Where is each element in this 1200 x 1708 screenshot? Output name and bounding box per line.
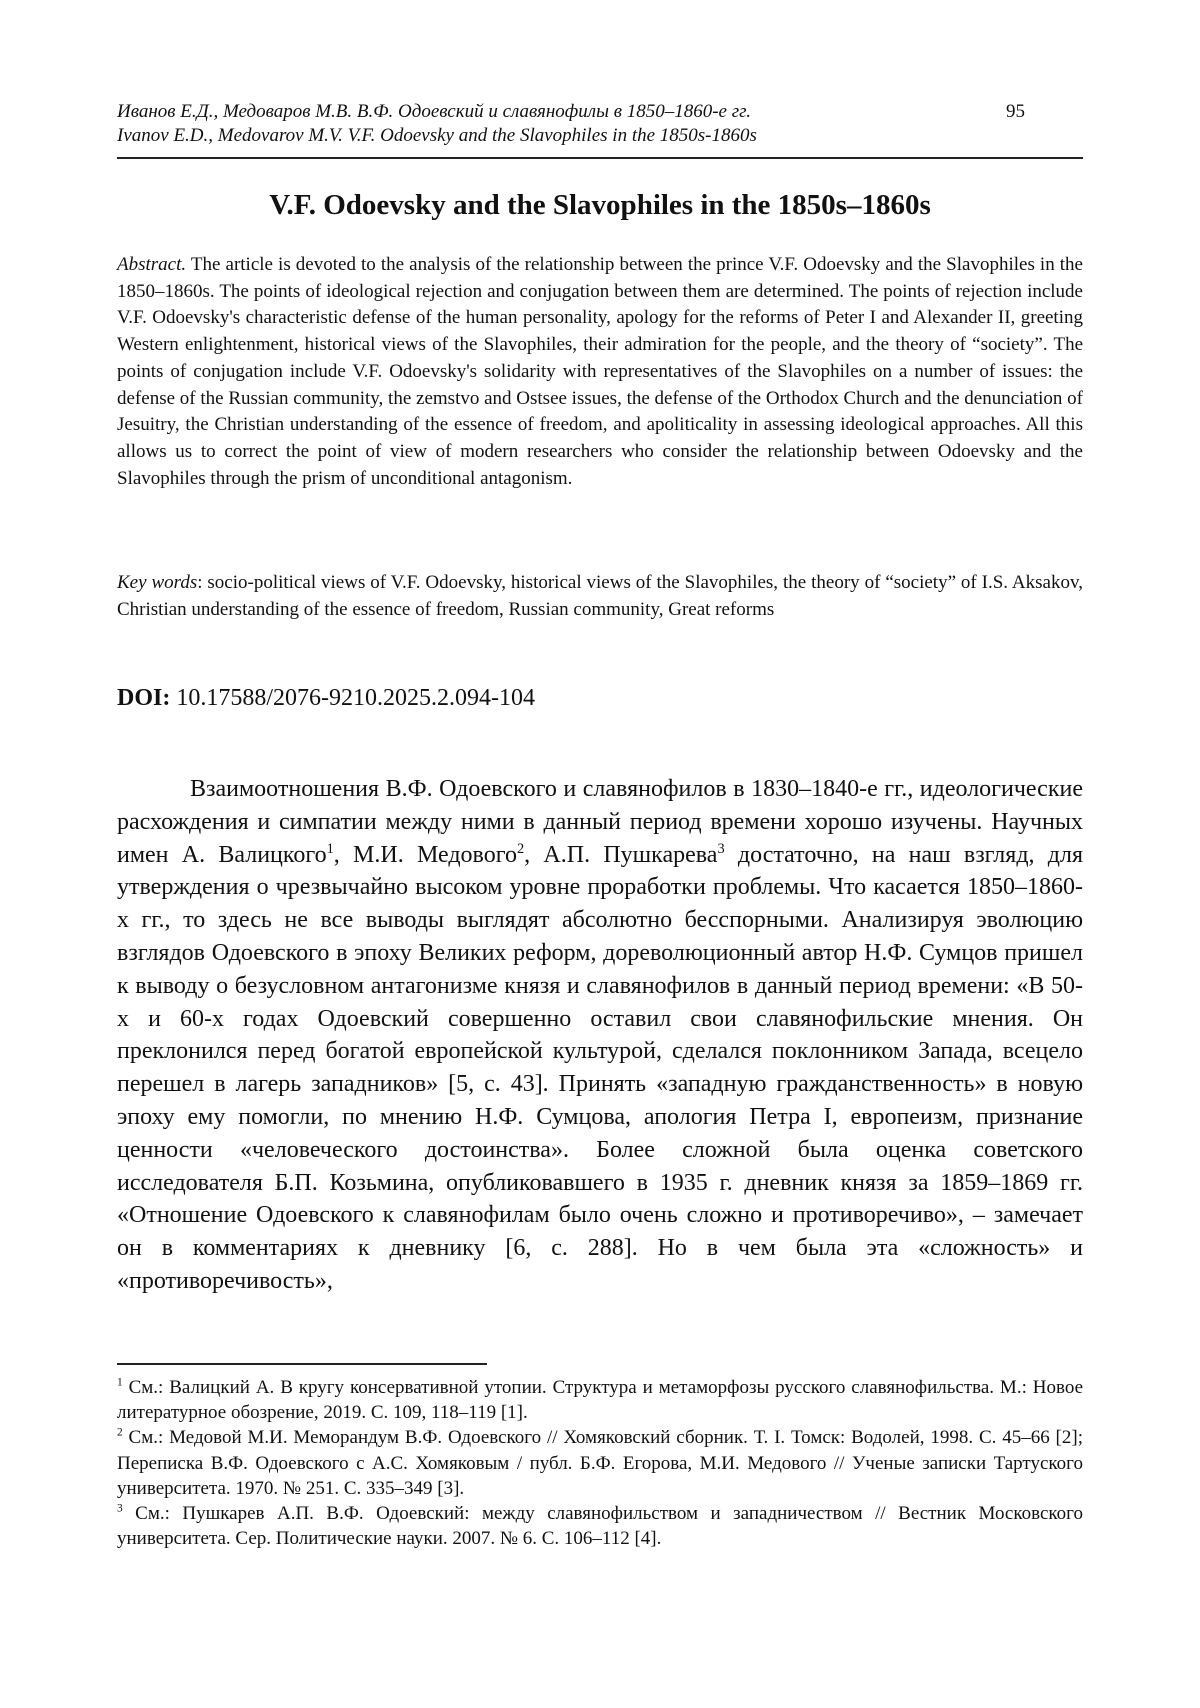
footnote-3 bbox=[117, 1501, 1083, 1551]
footnote-number: 3 bbox=[117, 1502, 123, 1515]
keywords bbox=[117, 570, 1083, 623]
body-text-part-3: , А.П. Пушкарева bbox=[524, 841, 718, 868]
abstract-text: The article is devoted to the analysis of the relationship between the prince V.F. Odoevsky and the Slavophiles in the 1850–1860s. The points of ideological rejection and conjugation between them are determined. The points of rejection include V.F. Odoevsky's characteristic defense of the human personality, apology for the reforms of Peter I and Alexander II, greeting Western enlightenment, historical views of the Slavophiles, their admiration for the people, and the theory of “society”. The points of conjugation include V.F. Odoevsky's solidarity with representatives of the Slavophiles on a number of issues: the defense of the Russian community, the zemstvo and Ostsee issues, the defense of the Orthodox Church and the denunciation of Jesuitry, the Christian understanding of the essence of freedom, and apoliticality in assessing ideological approaches. All this allows us to correct the point of view of modern researchers who consider the relationship between Odoevsky and the Slavophiles through the prism of unconditional antagonism. bbox=[117, 254, 1083, 489]
footnote-text: См.: Медовой М.И. Меморандум В.Ф. Одоевского // Хомяковский сборник. Т. I. Томск: Водолей, 1998. С. 45–66 [2]; Переписка В.Ф. Одоевского с А.С. Хомяковым / публ. Б.Ф. Егорова, М.И. Медового // Ученые записки Тартуского университета. 1970. № 251. С. 335–349 [3]. bbox=[117, 1427, 1083, 1499]
keywords-text: : socio-political views of V.F. Odoevsky, historical views of the Slavophiles, the theory of “society” of I.S. Aksakov, Christian understanding of the essence of freedom, Russian community, Great reforms bbox=[117, 572, 1083, 620]
footnote-ref-2[interactable]: 2 bbox=[516, 840, 525, 857]
body-paragraph bbox=[117, 773, 1083, 1298]
running-header bbox=[117, 100, 1083, 148]
keywords-label: Key words bbox=[117, 572, 198, 593]
running-header-russian: Иванов Е.Д., Медоваров М.В. В.Ф. Одоевский и славянофилы в 1850–1860-е гг. bbox=[117, 101, 752, 122]
footnote-ref-1[interactable]: 1 bbox=[326, 840, 334, 857]
body-text-part-1: Взаимоотношения В.Ф. Одоевского и славянофилов в 1830–1840-е гг., идеологические расхождения и симпатии между ними в данный период времени хорошо изучены. Научных имен А. Валицкого bbox=[117, 776, 1083, 868]
doi-label: DOI: bbox=[117, 685, 171, 711]
body-text-part-2: , М.И. Медового bbox=[333, 841, 517, 868]
footnote-text: См.: Пушкарев А.П. В.Ф. Одоевский: между славянофильством и западничеством // Вестник Московского университета. Сер. Политические науки. 2007. № 6. С. 106–112 [4]. bbox=[117, 1503, 1083, 1550]
footnote-number: 1 bbox=[117, 1376, 123, 1389]
abstract bbox=[117, 252, 1083, 492]
footnote-text: См.: Валицкий А. В кругу консервативной утопии. Структура и метаморфозы русского славянофильства. М.: Новое литературное обозрение, 2019. С. 109, 118–119 [1]. bbox=[117, 1377, 1083, 1424]
header-divider bbox=[117, 157, 1083, 159]
footnote-2 bbox=[117, 1425, 1083, 1501]
body-text-part-4: достаточно, на наш взгляд, для утверждения о чрезвычайно высоком уровне проработки проблемы. Что касается 1850–1860-х гг., то здесь не все выводы выглядят абсолютно бесспорными. Анализируя эволюцию взглядов Одоевского в эпоху Великих реформ, дореволюционный автор Н.Ф. Сумцов пришел к выводу о безусловном антагонизме князя и славянофилов в данный период времени: «В 50-х и 60-х годах Одоевский совершенно оставил свои славянофильские мнения. Он преклонился перед богатой европейской культурой, сделался поклонником Запада, всецело перешел в лагерь западников» [5, с. 43]. Принять «западную гражданственность» в новую эпоху ему помогли, по мнению Н.Ф. Сумцова, апология Петра I, европеизм, признание ценности «человеческого достоинства». Более сложной была оценка советского исследователя Б.П. Козьмина, опубликовавшего в 1935 г. дневник князя за 1859–1869 гг. «Отношение Одоевского к славянофилам было очень сложно и противоречиво», – замечает он в комментариях к дневнику [6, с. 288]. Но в чем была эта «сложность» и «противоречивость», bbox=[117, 841, 1084, 1294]
doi bbox=[117, 683, 1083, 713]
page bbox=[117, 0, 1083, 1708]
footnote-divider bbox=[117, 1363, 487, 1365]
page-number: 95 bbox=[1006, 101, 1025, 122]
article-title: V.F. Odoevsky and the Slavophiles in the 1850s–1860s bbox=[269, 189, 931, 221]
running-header-english: Ivanov E.D., Medovarov M.V. V.F. Odoevsky and the Slavophiles in the 1850s-1860s bbox=[117, 125, 757, 146]
abstract-label: Abstract. bbox=[117, 254, 187, 275]
footnote-ref-3[interactable]: 3 bbox=[717, 840, 725, 857]
doi-value: 10.17588/2076-9210.2025.2.094-104 bbox=[176, 685, 535, 711]
footnotes bbox=[117, 1375, 1083, 1551]
footnote-1 bbox=[117, 1375, 1083, 1425]
footnote-number: 2 bbox=[117, 1427, 123, 1440]
